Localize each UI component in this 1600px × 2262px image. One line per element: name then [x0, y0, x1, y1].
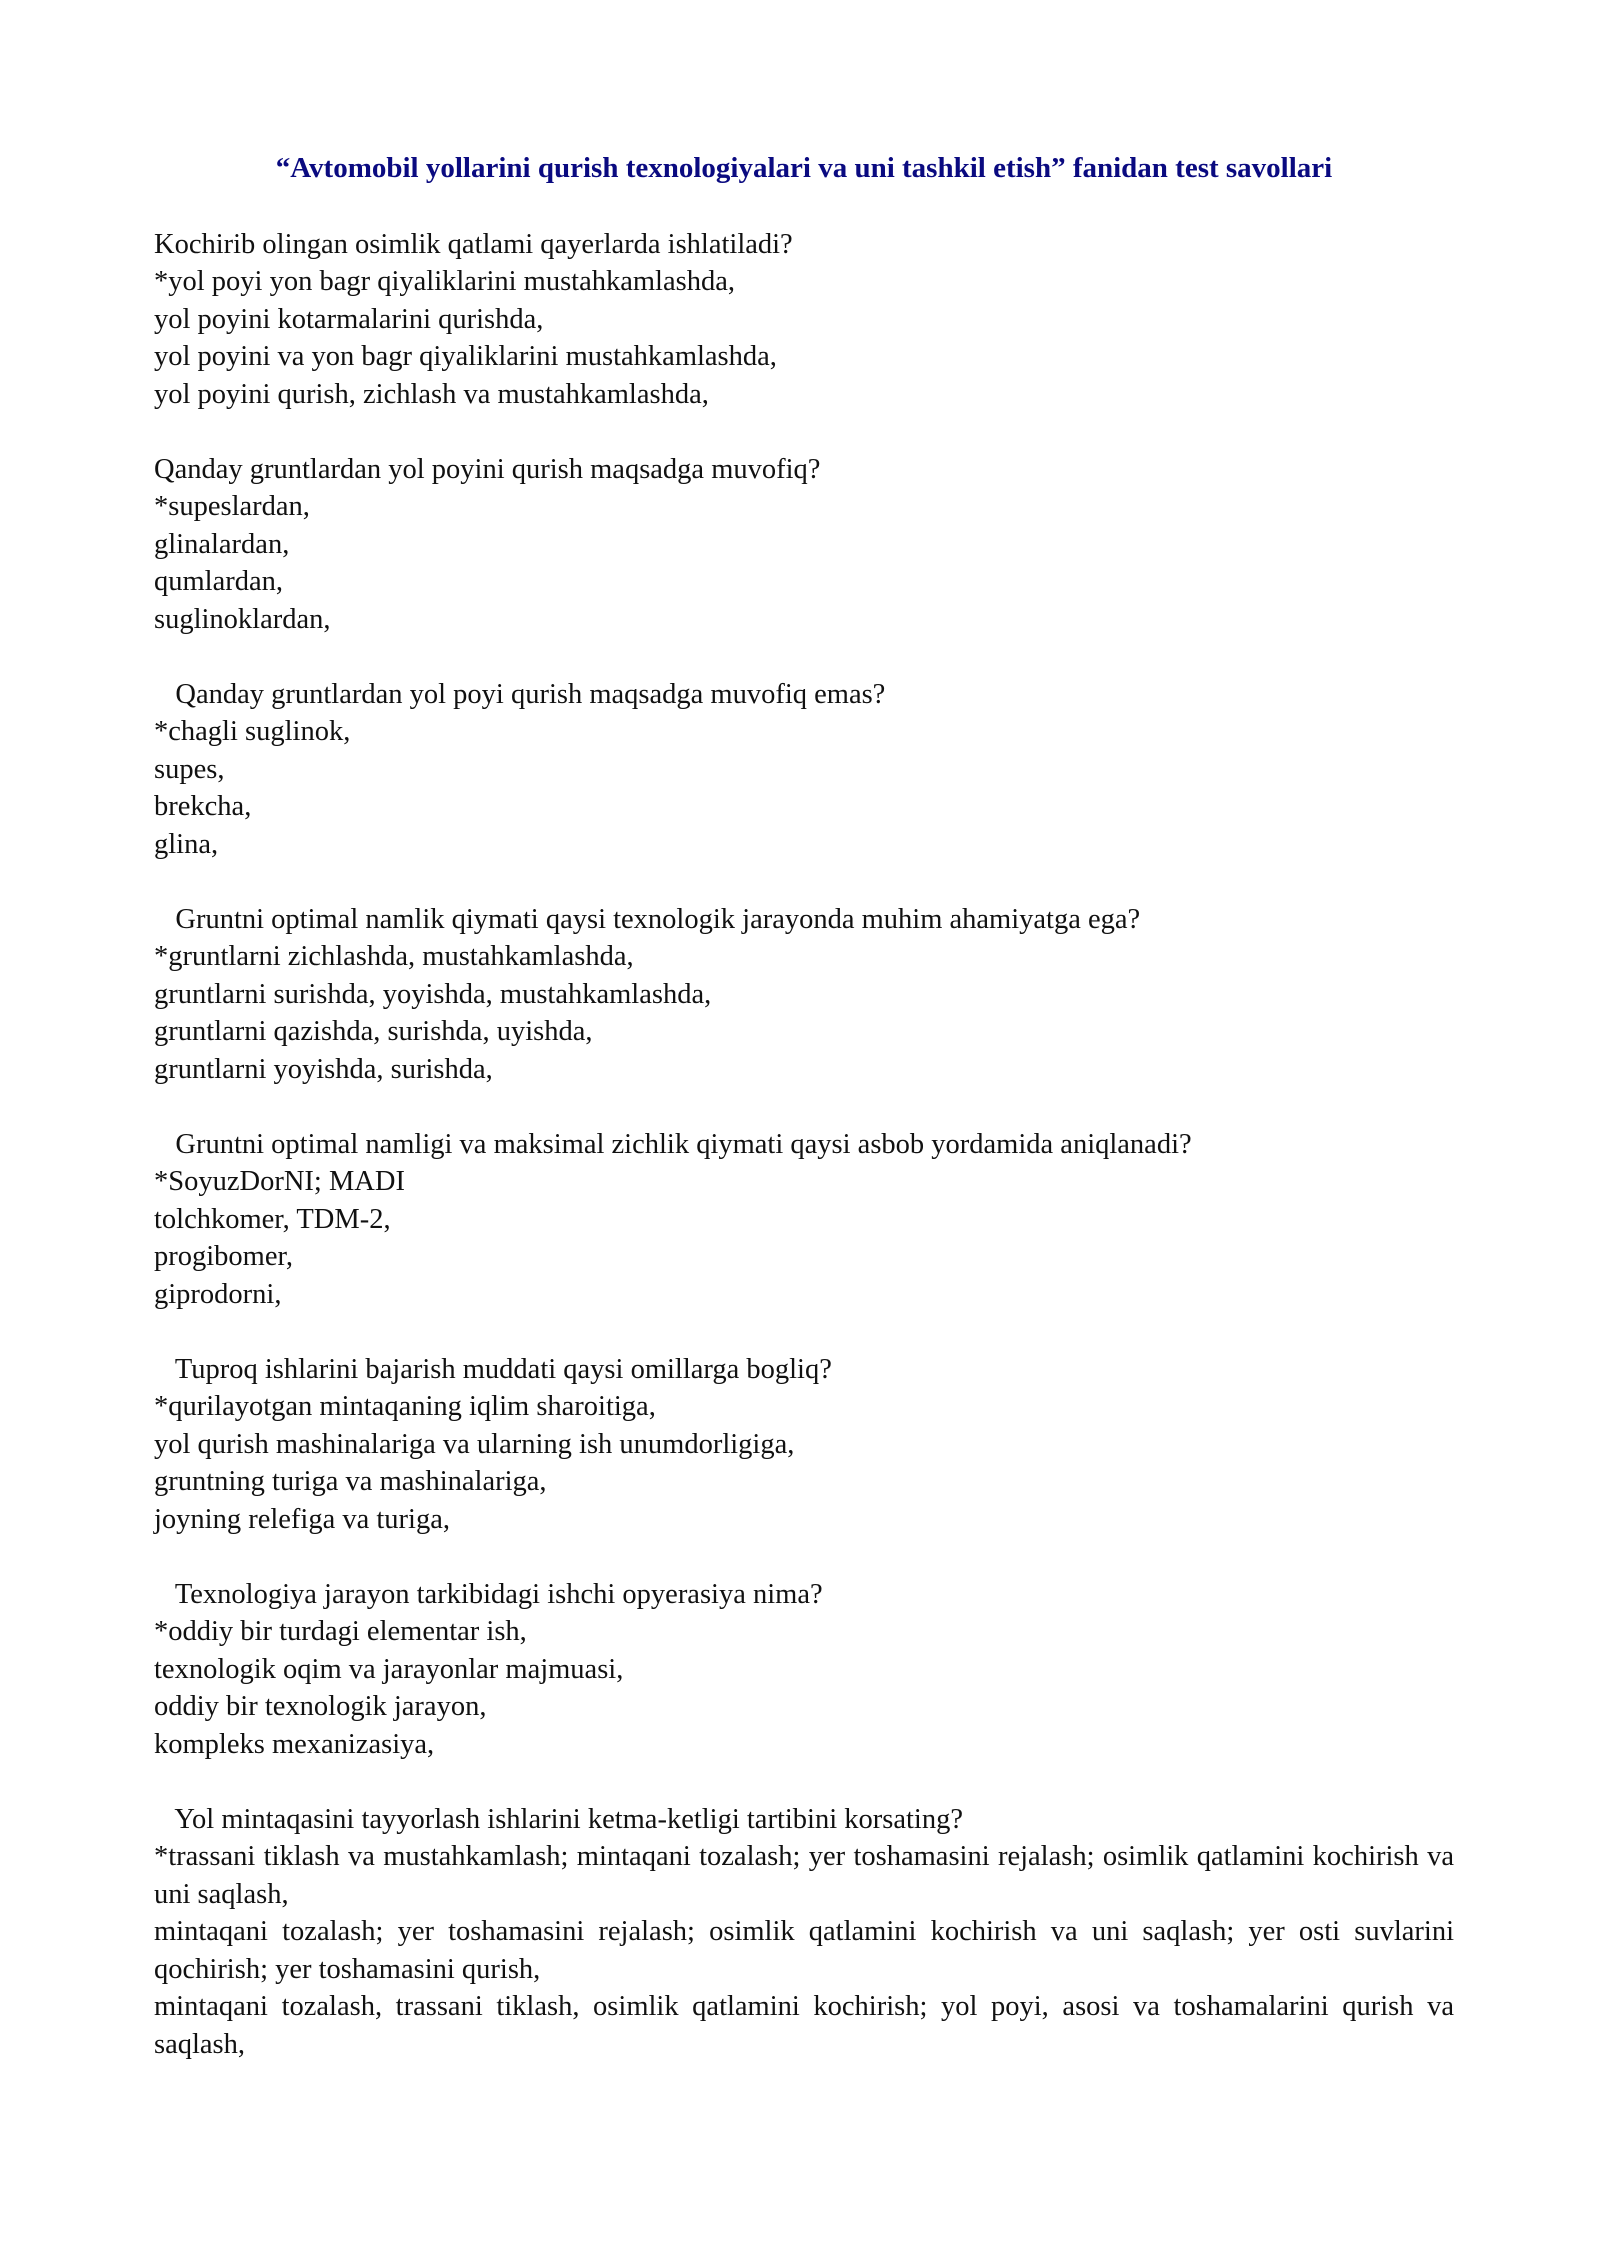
answer-option: joyning relefiga va turiga, [154, 1503, 450, 1535]
question-block [154, 1801, 1454, 2064]
document-page [154, 150, 1454, 2101]
answer-option: yol poyini va yon bagr qiyaliklarini mustahkamlashda, [154, 341, 777, 372]
question-list [154, 226, 1454, 2064]
answer-option: tolchkomer, TDM-2, [154, 1203, 391, 1235]
answer-option: mintaqani tozalash, trassani tiklash, osimlik qatlamini kochirish; yol poyi, asosi va toshamalarini qurish va saqlash, [154, 1991, 1454, 2060]
answer-option: oddiy bir texnologik jarayon, [154, 1691, 487, 1722]
correct-answer-option: *chagli suglinok, [154, 716, 351, 747]
answer-option: yol poyini kotarmalarini qurishda, [154, 303, 544, 335]
question-text: Texnologiya jarayon tarkibidagi ishchi opyerasiya nima? [154, 1578, 823, 1610]
question-text: Yol mintaqasini tayyorlash ishlarini ketma-ketligi tartibini korsating? [154, 1803, 963, 1835]
question-block [154, 1126, 1454, 1314]
correct-answer-option: *yol poyi yon bagr qiyaliklarini mustahkamlashda, [154, 266, 735, 297]
question-block [154, 676, 1454, 864]
answer-option: giprodorni, [154, 1278, 282, 1310]
answer-option: glinalardan, [154, 528, 290, 560]
answer-option: suglinoklardan, [154, 603, 331, 635]
document-title: “Avtomobil yollarini qurish texnologiyalari va uni tashkil etish” fanidan test savollari [275, 152, 1333, 184]
answer-option: brekcha, [154, 791, 252, 822]
question-block [154, 1351, 1454, 1539]
question-block [154, 1576, 1454, 1764]
question-text: Kochirib olingan osimlik qatlami qayerlarda ishlatiladi? [154, 228, 793, 260]
question-text: Qanday gruntlardan yol poyini qurish maqsadga muvofiq? [154, 453, 821, 485]
answer-option: progibomer, [154, 1241, 293, 1272]
answer-option: mintaqani tozalash; yer toshamasini rejalash; osimlik qatlamini kochirish va uni saqlash; yer osti suvlarini qochirish; yer toshamasini qurish, [154, 1916, 1454, 1985]
question-block [154, 451, 1454, 639]
question-text: Gruntni optimal namlik qiymati qaysi texnologik jarayonda muhim ahamiyatga ega? [154, 903, 1141, 935]
question-block [154, 901, 1454, 1089]
correct-answer-option: *qurilayotgan mintaqaning iqlim sharoitiga, [154, 1391, 656, 1422]
answer-option: yol qurish mashinalariga va ularning ish unumdorligiga, [154, 1428, 795, 1460]
question-text: Gruntni optimal namligi va maksimal zichlik qiymati qaysi asbob yordamida aniqlanadi? [154, 1128, 1192, 1160]
answer-option: yol poyini qurish, zichlash va mustahkamlashda, [154, 378, 709, 410]
question-block [154, 226, 1454, 414]
question-text: Qanday gruntlardan yol poyi qurish maqsadga muvofiq emas? [154, 678, 886, 710]
question-text: Tuproq ishlarini bajarish muddati qaysi omillarga bogliq? [154, 1353, 832, 1385]
answer-option: gruntlarni surishda, yoyishda, mustahkamlashda, [154, 978, 712, 1010]
answer-option: gruntlarni yoyishda, surishda, [154, 1053, 493, 1085]
correct-answer-option: *gruntlarni zichlashda, mustahkamlashda, [154, 941, 634, 972]
answer-option: texnologik oqim va jarayonlar majmuasi, [154, 1653, 624, 1685]
correct-answer-option: *oddiy bir turdagi elementar ish, [154, 1616, 527, 1647]
correct-answer-option: *supeslardan, [154, 491, 310, 522]
answer-option: kompleks mexanizasiya, [154, 1728, 435, 1760]
correct-answer-option: *trassani tiklash va mustahkamlash; mintaqani tozalash; yer toshamasini rejalash; osimlik qatlamini kochirish va uni saqlash, [154, 1841, 1454, 1910]
answer-option: glina, [154, 828, 219, 860]
correct-answer-option: *SoyuzDorNI; MADI [154, 1166, 405, 1197]
answer-option: qumlardan, [154, 566, 284, 597]
answer-option: gruntning turiga va mashinalariga, [154, 1466, 547, 1497]
answer-option: supes, [154, 753, 225, 785]
answer-option: gruntlarni qazishda, surishda, uyishda, [154, 1016, 593, 1047]
